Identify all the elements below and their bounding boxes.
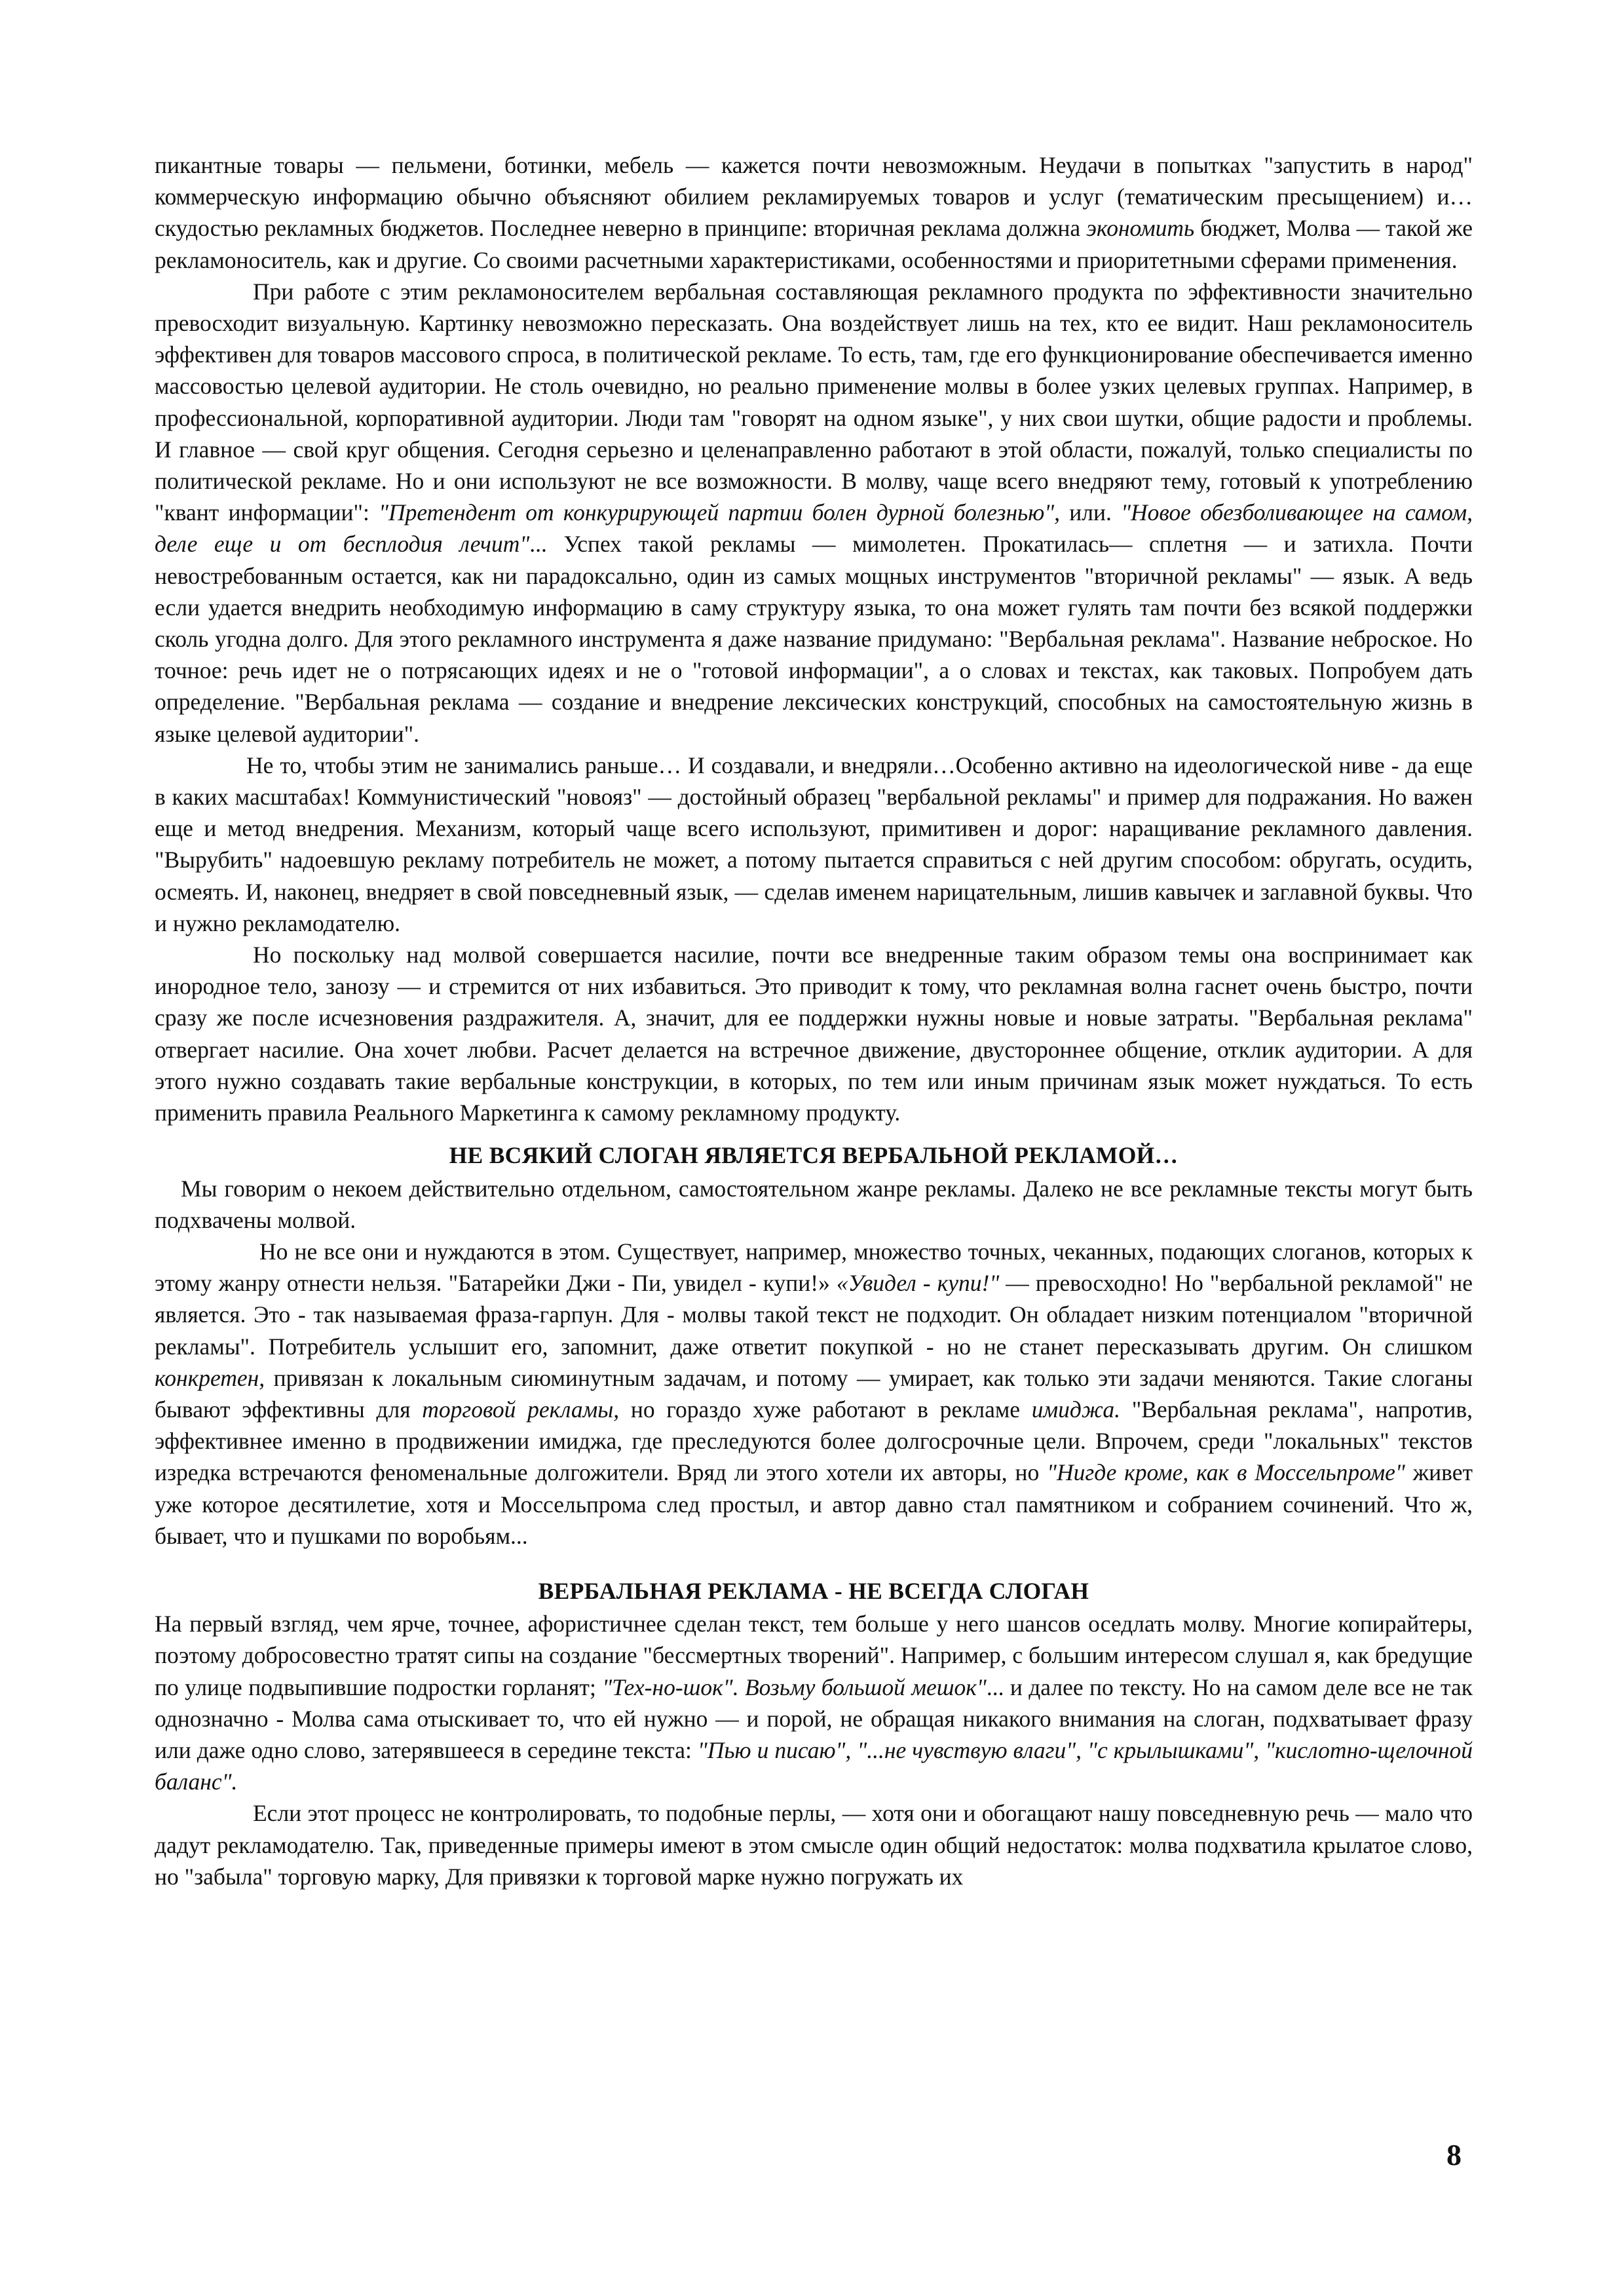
section-heading-1: НЕ ВСЯКИЙ СЛОГАН ЯВЛЯЕТСЯ ВЕРБАЛЬНОЙ РЕКЛАМОЙ…	[449, 1142, 1179, 1169]
paragraph-1: пикантные товары — пельмени, ботинки, мебель — кажется почти невозможным. Неудачи в попытках "запустить в народ" коммерческую информацию обычно объясняют обилием рекламируемых товаров и услуг (тематическим пресыщением) и… скудостью рекламных бюджетов. Последнее неверно в принципе: вторичная реклама должна экономить бюджет, Молва — такой же рекламоноситель, как и другие. Со своими расчетными характеристиками, особенностями и приоритетными сферами применения.	[155, 152, 1473, 273]
paragraph-5: Мы говорим о некоем действительно отдельном, самостоятельном жанре рекламы. Далеко не все рекламные тексты могут быть подхвачены молвой.	[155, 1175, 1473, 1233]
page-number: 8	[1446, 2138, 1462, 2172]
paragraph-2: При работе с этим рекламоносителем вербальная составляющая рекламного продукта по эффективности значительно превосходит визуальную. Картинку невозможно пересказать. Она воздействует лишь на тех, кто ее видит. Наш рекламоноситель эффективен для товаров массового спроса, в политической рекламе. То есть, там, где его функционирование обеспечивается именно массовостью целевой аудитории. Не столь очевидно, но реально применение молвы в более узких целевых группах. Например, в профессиональной, корпоративной аудитории. Люди там "говорят на одном языке", у них свои шутки, общие радости и проблемы. И главное — свой круг общения. Сегодня серьезно и целенаправленно работают в этой области, пожалуй, только специалисты по политической рекламе. Но и они используют не все возможности. В молву, чаще всего внедряют тему, готовый к употреблению "квант информации": "Претендент от конкурирующей партии болен дурной болезнью", или. "Новое обезболивающее на самом, деле еще и от бесплодия лечит"... Успех такой рекламы — мимолетен. Прокатилась— сплетня — и затихла. Почти невостребованным остается, как ни парадоксально, один из самых мощных инструментов "вторичной рекламы" — язык. А ведь если удается внедрить необходимую информацию в саму структуру языка, то она может гулять там почти без всякой поддержки сколь угодна долго. Для этого рекламного инструмента я даже название придумано: "Вербальная реклама". Название неброское. Но точное: речь идет не о потрясающих идеях и не о "готовой информации", а о словах и текстах, как таковых. Попробуем дать определение. "Вербальная реклама — создание и внедрение лексических конструкций, способных на самостоятельную жизнь в языке целевой аудитории".	[155, 278, 1473, 747]
page-body	[155, 149, 1473, 1892]
paragraph-3: Не то, чтобы этим не занимались раньше… И создавали, и внедряли…Особенно активно на идеологической ниве - да еще в каких масштабах! Коммунистический "новояз" — достойный образец "вербальной рекламы" и пример для подражания. Но важен еще и метод внедрения. Механизм, который чаще всего используют, примитивен и дорог: наращивание рекламного давления. "Вырубить" надоевшую рекламу потребитель не может, а потому пытается справиться с ней другим способом: обругать, осудить, осмеять. И, наконец, внедряет в свой повседневный язык, — сделав именем нарицательным, лишив кавычек и заглавной буквы. Что и нужно рекламодателю.	[155, 752, 1473, 936]
section-heading-2: ВЕРБАЛЬНАЯ РЕКЛАМА - НЕ ВСЕГДА СЛОГАН	[538, 1577, 1089, 1604]
paragraph-6: Но не все они и нуждаются в этом. Существует, например, множество точных, чеканных, подающих слоганов, которых к этому жанру отнести нельзя. "Батарейки Джи - Пи, увидел - купи!» «Увидел - купи!" — превосходно! Но "вербальной рекламой" не является. Это - так называемая фраза-гарпун. Для - молвы такой текст не подходит. Он обладает низким потенциалом "вторичной рекламы". Потребитель услышит его, запомнит, даже ответит покупкой - но не станет пересказывать другим. Он слишком конкретен, привязан к локальным сиюминутным задачам, и потому — умирает, как только эти задачи меняются. Такие слоганы бывают эффективны для торговой рекламы, но гораздо хуже работают в рекламе имиджа. "Вербальная реклама", напротив, эффективнее именно в продвижении имиджа, где преследуются более долгосрочные цели. Впрочем, среди "локальных" текстов изредка встречаются феноменальные долгожители. Вряд ли этого хотели их авторы, но "Нигде кроме, как в Моссельпроме" живет уже которое десятилетие, хотя и Моссельпрома след простыл, и автор давно стал памятником и собранием сочинений. Что ж, бывает, что и пушками по воробьям...	[155, 1238, 1473, 1549]
paragraph-4: Но поскольку над молвой совершается насилие, почти все внедренные таким образом темы она воспринимает как инородное тело, занозу — и стремится от них избавиться. Это приводит к тому, что рекламная волна гаснет очень быстро, почти сразу же после исчезновения раздражителя. А, значит, для ее поддержки нужны новые и новые затраты. "Вербальная реклама" отвергает насилие. Она хочет любви. Расчет делается на встречное движение, двустороннее общение, отклик аудитории. А для этого нужно создавать такие вербальные конструкции, в которых, по тем или иным причинам язык может нуждаться. То есть применить правила Реального Маркетинга к самому рекламному продукту.	[155, 942, 1473, 1126]
paragraph-7: На первый взгляд, чем ярче, точнее, афористичнее сделан текст, тем больше у него шансов оседлать молву. Многие копирайтеры, поэтому добросовестно тратят сипы на создание "бессмертных творений". Например, с большим интересом слушал я, как бредущие по улице подвыпившие подростки горланят; "Тех-но-шок". Возьму большой мешок"... и далее по тексту. Но на самом деле все не так однозначно - Молва сама отыскивает то, что ей нужно — и порой, не обращая никакого внимания на слоган, подхватывает фразу или даже одно слово, затерявшееся в середине текста: "Пью и писаю", "...не чувствую влаги", "с крылышками", "кислотно-щелочной баланс".	[155, 1611, 1473, 1795]
paragraph-8: Если этот процесс не контролировать, то подобные перлы, — хотя они и обогащают нашу повседневную речь — мало что дадут рекламодателю. Так, приведенные примеры имеют в этом смысле один общий недостаток: молва подхватила крылатое слово, но "забыла" торговую марку, Для привязки к торговой марке нужно погружать их	[155, 1800, 1473, 1890]
